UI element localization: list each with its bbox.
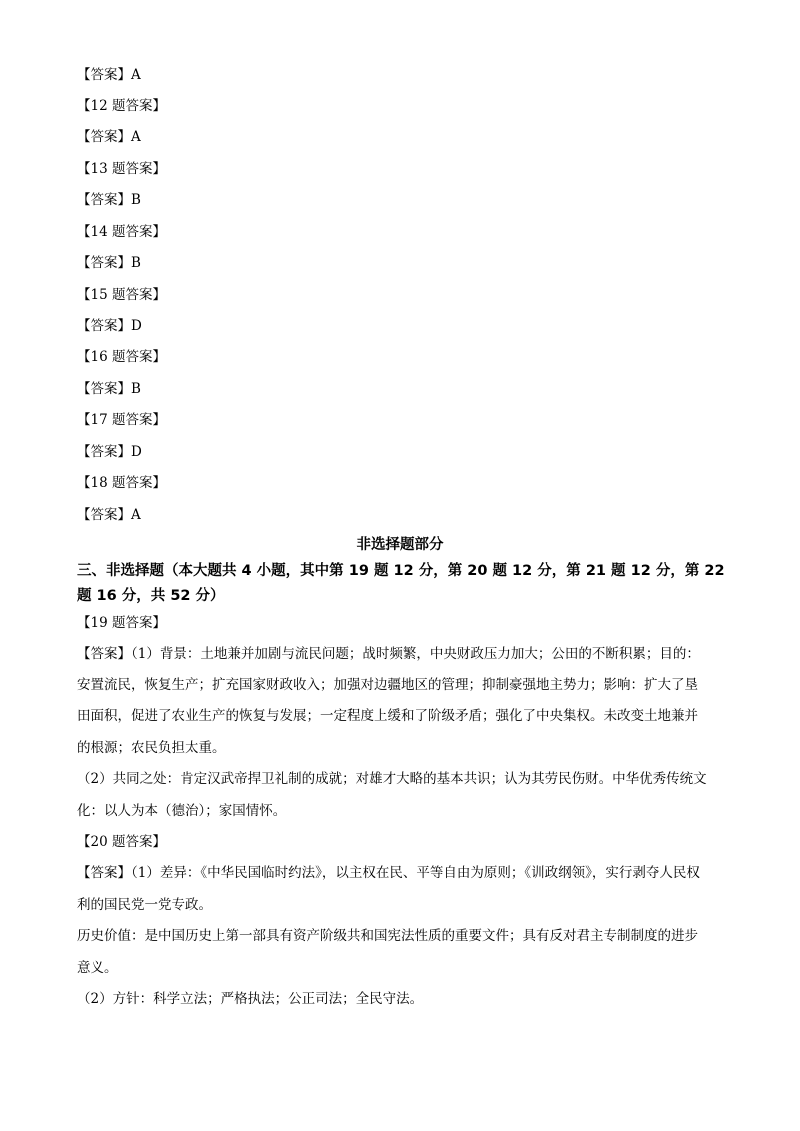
section-heading-line-1: 三、非选择题（本大题共 4 小题，其中第 19 题 12 分，第 20 题 12 分，第 21 题 12 分，第 22 <box>77 563 725 579</box>
answer-line: 【答案】B <box>77 381 141 397</box>
answer-line: 【答案】A <box>77 129 141 145</box>
q20-answer-line: 利的国民党一党专政。 <box>77 897 212 913</box>
q20-answer-line: 意义。 <box>77 960 118 976</box>
section-title: 非选择题部分 <box>356 537 444 553</box>
q19-label: 【19 题答案】 <box>77 615 166 631</box>
question-label: 【13 题答案】 <box>77 161 166 177</box>
q20-answer-line: （2）方针：科学立法；严格执法；公正司法；全民守法。 <box>77 991 424 1007</box>
q19-answer-line: 安置流民，恢复生产；扩充国家财政收入；加强对边疆地区的管理；抑制豪强地主势力；影响：扩大了垦 <box>77 677 698 693</box>
section-heading-line-2: 题 16 分，共 52 分） <box>77 588 225 604</box>
answer-line: 【答案】A <box>77 67 141 83</box>
answer-line: 【答案】D <box>77 444 142 460</box>
answer-line: 【答案】B <box>77 192 141 208</box>
q20-answer-line: 【答案】（1）差异：《中华民国临时约法》，以主权在民、平等自由为原则；《训政纲领》，实行剥夺人民权 <box>77 865 700 881</box>
answer-line: 【答案】D <box>77 318 142 334</box>
question-label: 【14 题答案】 <box>77 224 166 240</box>
question-label: 【17 题答案】 <box>77 412 166 428</box>
question-label: 【18 题答案】 <box>77 475 166 491</box>
question-label: 【16 题答案】 <box>77 349 166 365</box>
question-label: 【12 题答案】 <box>77 98 166 114</box>
question-label: 【15 题答案】 <box>77 287 166 303</box>
q19-answer-line: 田面积，促进了农业生产的恢复与发展；一定程度上缓和了阶级矛盾；强化了中央集权。未改变土地兼并 <box>77 708 698 724</box>
q19-answer-line: 化：以人为本（德治）；家国情怀。 <box>77 803 287 819</box>
q19-answer-line: （2）共同之处：肯定汉武帝捍卫礼制的成就；对雄才大略的基本共识；认为其劳民伤财。中华优秀传统文 <box>77 771 707 787</box>
answer-line: 【答案】A <box>77 507 141 523</box>
q20-answer-line: 历史价值：是中国历史上第一部具有资产阶级共和国宪法性质的重要文件；具有反对君主专制制度的进步 <box>77 928 698 944</box>
q20-label: 【20 题答案】 <box>77 834 166 850</box>
q19-answer-line: 【答案】（1）背景：土地兼并加剧与流民问题；战时频繁，中央财政压力加大；公田的不断积累；目的： <box>77 646 700 662</box>
q19-answer-line: 的根源；农民负担太重。 <box>77 740 226 756</box>
answer-line: 【答案】B <box>77 255 141 271</box>
